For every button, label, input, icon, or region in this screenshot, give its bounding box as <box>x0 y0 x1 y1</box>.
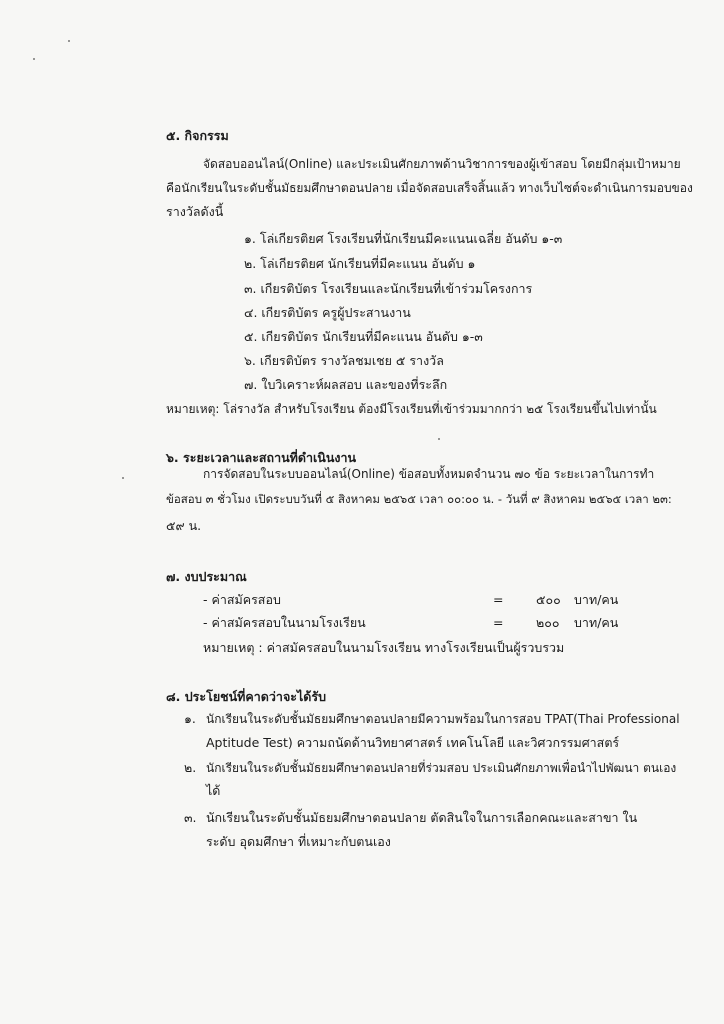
award-list-item: ๗. ใบวิเคราะห์ผลสอบ และของที่ระลึก <box>244 377 448 392</box>
budget-row-label: - ค่าสมัครสอบ <box>203 592 281 607</box>
section-5-paragraph-line-2: คือนักเรียนในระดับชั้นมัธยมศึกษาตอนปลาย เมื่อจัดสอบเสร็จสิ้นแล้ว ทางเว็บไซต์จะดำเนินการมอบของ <box>166 181 693 195</box>
benefit-2-number: ๒. <box>184 760 197 775</box>
benefit-2-line-2: ได้ <box>206 783 221 798</box>
award-list-item: ๔. เกียรติบัตร ครูผู้ประสานงาน <box>244 305 411 320</box>
section-7-note: หมายเหตุ : ค่าสมัครสอบในนามโรงเรียน ทางโรงเรียนเป็นผู้รวบรวม <box>203 640 565 655</box>
benefit-3-line-1: นักเรียนในระดับชั้นมัธยมศึกษาตอนปลาย ตัดสินใจในการเลือกคณะและสาขา ใน <box>206 810 638 825</box>
budget-row-equals: = <box>493 592 504 607</box>
award-list-item: ๓. เกียรติบัตร โรงเรียนและนักเรียนที่เข้าร่วมโครงการ <box>244 281 533 296</box>
budget-row-unit: บาท/คน <box>574 592 619 607</box>
section-8-heading: ๘. ประโยชน์ที่คาดว่าจะได้รับ <box>166 689 327 704</box>
scan-speck <box>122 477 124 479</box>
benefit-1-line-2: Aptitude Test) ความถนัดด้านวิทยาศาสตร์ เทคโนโลยี และวิศวกรรมศาสตร์ <box>206 735 620 750</box>
section-5-heading: ๕. กิจกรรม <box>166 128 229 143</box>
budget-row-amount: ๒๐๐ <box>536 615 560 630</box>
scan-speck <box>33 58 35 60</box>
budget-row-unit: บาท/คน <box>574 615 619 630</box>
award-list-item: ๑. โล่เกียรติยศ โรงเรียนที่นักเรียนมีคะแนนเฉลี่ย อันดับ ๑-๓ <box>244 231 563 246</box>
award-list-item: ๖. เกียรติบัตร รางวัลชมเชย ๕ รางวัล <box>244 353 444 368</box>
scan-speck <box>68 40 70 42</box>
award-list-item: ๒. โล่เกียรติยศ นักเรียนที่มีคะแนน อันดับ ๑ <box>244 256 476 271</box>
budget-row-equals: = <box>493 615 504 630</box>
benefit-1-line-1: นักเรียนในระดับชั้นมัธยมศึกษาตอนปลายมีความพร้อมในการสอบ TPAT(Thai Professional <box>206 712 680 726</box>
budget-row-label: - ค่าสมัครสอบในนามโรงเรียน <box>203 615 366 630</box>
section-6-line-3: ๕๙ น. <box>166 518 202 533</box>
benefit-1-number: ๑. <box>184 711 196 726</box>
scan-speck <box>438 438 440 440</box>
section-5-paragraph-line-3: รางวัลดังนี้ <box>166 204 224 219</box>
award-list-item: ๕. เกียรติบัตร นักเรียนที่มีคะแนน อันดับ ๑-๓ <box>244 329 483 344</box>
benefit-3-line-2: ระดับ อุดมศึกษา ที่เหมาะกับตนเอง <box>206 834 391 849</box>
section-5-note: หมายเหตุ: โล่รางวัล สำหรับโรงเรียน ต้องมีโรงเรียนที่เข้าร่วมมากกว่า ๒๕ โรงเรียนขึ้นไปเท่านั้น <box>166 402 657 416</box>
section-6-heading: ๖. ระยะเวลาและสถานที่ดำเนินงาน <box>166 450 357 465</box>
benefit-2-line-1: นักเรียนในระดับชั้นมัธยมศึกษาตอนปลายที่ร่วมสอบ ประเมินศักยภาพเพื่อนำไปพัฒนา ตนเอง <box>206 761 677 775</box>
section-6-line-2: ข้อสอบ ๓ ชั่วโมง เปิดระบบวันที่ ๕ สิงหาคม ๒๕๖๕ เวลา ๐๐:๐๐ น. - วันที่ ๙ สิงหาคม ๒๕๖๕ เวลา ๒๓: <box>166 492 672 506</box>
section-5-paragraph-line-1: จัดสอบออนไลน์(Online) และประเมินศักยภาพด้านวิชาการของผู้เข้าสอบ โดยมีกลุ่มเป้าหมาย <box>203 157 681 171</box>
budget-row-amount: ๕๐๐ <box>536 592 561 607</box>
section-6-line-1: การจัดสอบในระบบออนไลน์(Online) ข้อสอบทั้งหมดจำนวน ๗๐ ข้อ ระยะเวลาในการทำ <box>203 467 655 481</box>
section-7-heading: ๗. งบประมาณ <box>166 569 247 584</box>
benefit-3-number: ๓. <box>184 810 197 825</box>
